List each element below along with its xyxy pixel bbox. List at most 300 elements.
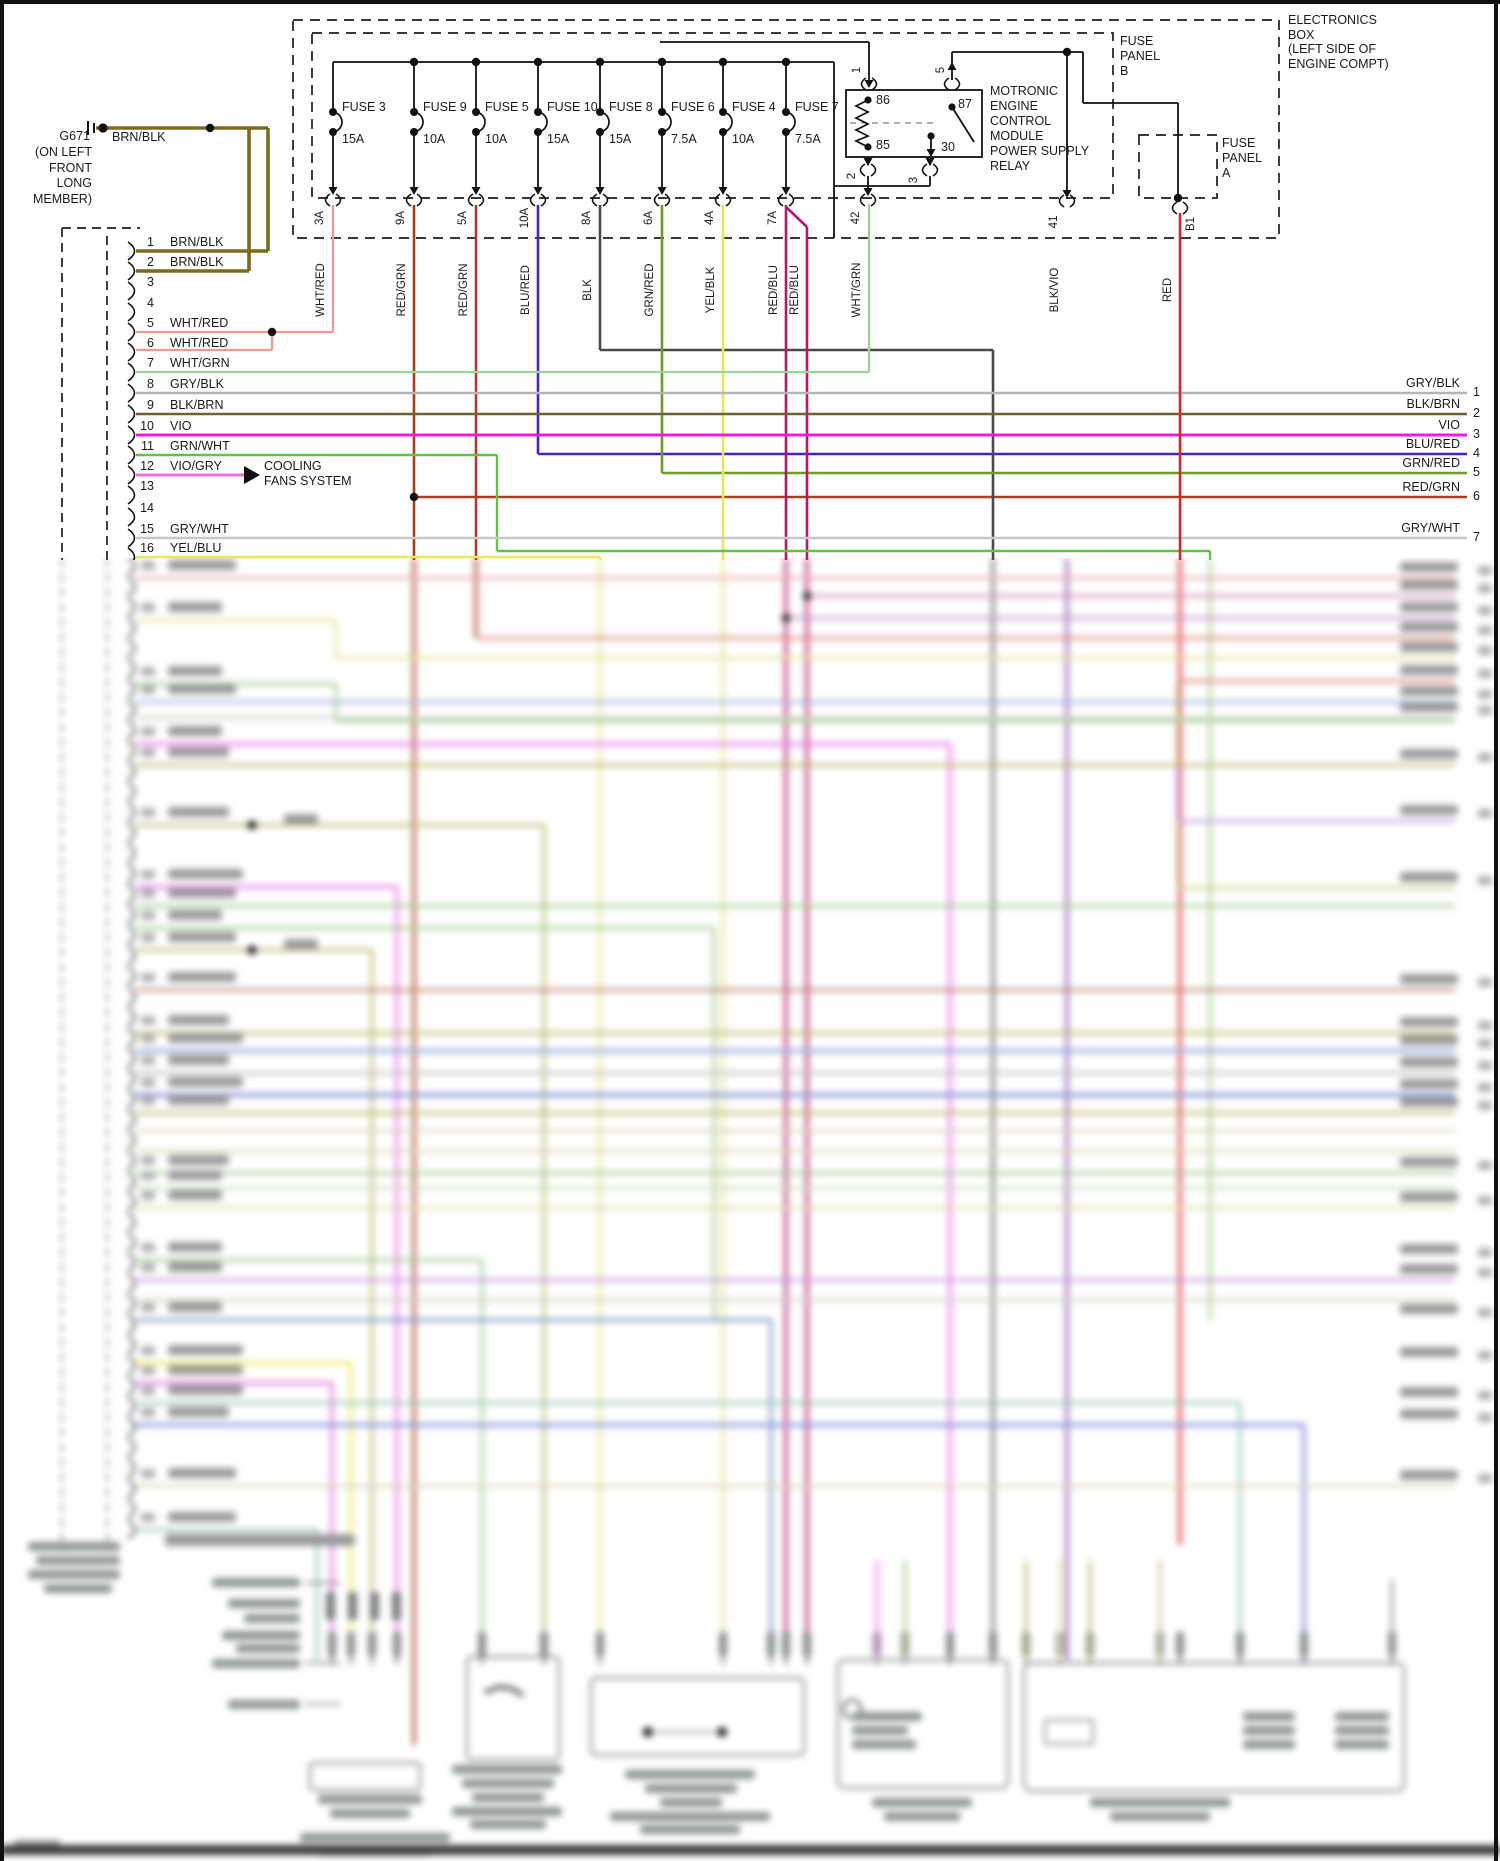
wire-path [128,1398,135,1416]
diagram-box [1478,1474,1492,1483]
diagram-box [141,1243,155,1252]
wire-path [128,1295,135,1313]
diagram-box [1243,1726,1295,1735]
wire-path [927,149,936,157]
junction-dot [719,58,727,66]
diagram-box [141,911,155,920]
junction-dot [596,58,604,66]
wire-path [128,1336,135,1354]
diagram-box [1478,1061,1492,1070]
electronics-box-label: BOX [1288,27,1315,42]
wire-path [128,1234,135,1252]
diagram-box [625,1770,755,1779]
wire-pin-label: 8A [581,210,593,226]
relay-pin5-label: 5 [935,66,947,74]
connector-pin-wire-label: BLK/BRN [170,398,224,412]
diagram-box [236,1644,300,1653]
wire-path [128,701,135,719]
connector-pin-number: 4 [147,296,154,310]
wire-path [128,1316,135,1334]
wire-path [1063,190,1072,198]
wire-path [128,619,135,637]
wire-path [871,194,876,206]
fuse-name-label: FUSE 3 [342,100,386,114]
diagram-box [1400,1079,1458,1089]
cooling-fans-label: COOLING [264,459,322,473]
diagram-box [452,1807,562,1816]
junction-dot [248,946,257,955]
diagram-box [1400,1387,1458,1397]
fuse-rating-label: 15A [609,132,632,146]
diagram-box [1400,1264,1458,1274]
wire-path [128,1172,135,1190]
diagram-box [1300,1632,1308,1656]
diagram-box [228,1599,300,1608]
diagram-box [472,1793,544,1802]
diagram-box [141,870,155,879]
connector-pin-number: 8 [147,377,154,391]
diagram-box [660,1798,722,1807]
wire-color-label: BLK [582,279,594,301]
right-edge-pin-number: 3 [1473,427,1480,441]
diagram-box [838,1660,1008,1788]
fuse-name-label: FUSE 5 [485,100,529,114]
wire-color-label: WHT/RED [315,263,327,317]
wire-path [665,194,670,206]
right-edge-pin-number: 1 [1473,385,1480,399]
wire-path [128,844,135,862]
diagram-box [1400,805,1458,815]
fuse-rating-label: 7.5A [671,132,697,146]
fuse-panel-a-label: FUSE [1222,136,1256,150]
connector-pin-number: 15 [140,522,154,536]
diagram-box [168,807,229,817]
diagram-box [1478,1161,1492,1170]
connector-pin-wire-label: GRN/WHT [170,439,230,453]
diagram-box [1090,1798,1230,1807]
wire-color-label: RED/GRN [396,263,408,317]
relay-name-label: CONTROL [990,114,1052,128]
diagram-box [168,1033,243,1043]
diagram-box [1478,1101,1492,1110]
wire-path [128,967,135,985]
connector-pin-number: 9 [147,398,154,412]
diagram-box [141,1034,155,1043]
wire-path [541,194,546,206]
diagram-box [141,973,155,982]
right-edge-pin-number: 5 [1473,465,1480,479]
diagram-box [1400,580,1458,590]
diagram-box [1335,1712,1389,1721]
diagram-box [141,1303,155,1312]
connector-pin-wire-label: GRY/WHT [170,522,229,536]
diagram-box [141,1016,155,1025]
wire-path [861,164,866,176]
connector-pin-number: 10 [140,419,154,433]
diagram-box [852,1712,922,1721]
right-edge-wire-label: VIO [1438,418,1460,432]
wire-pin-label: 3A [314,210,326,226]
diagram-box [141,808,155,817]
wire-path [128,885,135,903]
right-edge-wire-label: GRN/RED [1402,456,1460,470]
wire-color-label: RED [1162,277,1174,303]
junction-dot [864,143,871,150]
right-edge-pin-number: 6 [1473,489,1480,503]
diagram-box [168,1365,243,1375]
diagram-box [168,1077,243,1087]
diagram-box [946,1632,954,1656]
wire-path [128,558,135,575]
diagram-box [368,1632,376,1656]
wire-path [128,1008,135,1026]
wire-path [417,194,422,206]
diagram-box [393,1632,401,1656]
fuse-panel-a-label: A [1222,166,1231,180]
wire-path [128,988,135,1006]
diagram-box [168,1190,222,1200]
wire-path [128,1131,135,1149]
wire-path [128,1500,135,1518]
junction-dot [1174,194,1182,202]
junction-dot [782,614,790,622]
wire-color-label: RED/BLU [768,265,780,315]
diagram-box [1400,1409,1458,1419]
diagram-box [1478,753,1492,762]
wire-path [128,947,135,965]
fuse-rating-label: 15A [342,132,365,146]
right-edge-wire-label: GRY/WHT [1401,521,1460,535]
wire-path [128,578,135,596]
junction-dot [268,328,276,336]
diagram-box [1400,872,1458,882]
diagram-box [141,1346,155,1355]
diagram-box [1176,1632,1184,1656]
diagram-box [310,1763,420,1790]
wire-path [128,721,135,739]
diagram-box [1243,1740,1295,1749]
diagram-box [44,1584,112,1593]
wire-path [1070,195,1075,207]
connector-pin-number: 7 [147,356,154,370]
diagram-box [1400,1097,1458,1107]
fuse-rating-label: 10A [423,132,446,146]
blurred-lower-region [0,558,1500,1861]
wire-path [128,1193,135,1211]
junction-dot [803,592,811,600]
wire-path [1173,202,1178,214]
diagram-box [1400,562,1458,572]
page-border-left [0,0,4,1861]
diagram-box [1400,642,1458,652]
right-edge-wire-label: BLK/BRN [1406,397,1460,411]
wire-path [789,194,794,206]
wire-path [128,1439,135,1457]
connector-pin-wire-label: WHT/RED [170,316,229,330]
diagram-box [767,1632,775,1656]
wire-path [128,1418,135,1436]
diagram-box [141,748,155,757]
fuse-rating-label: 15A [547,132,570,146]
diagram-box [1478,1196,1492,1205]
wire-path [128,783,135,801]
right-edge-pin-number: 7 [1473,530,1480,544]
diagram-box [326,1592,335,1620]
wire-path [128,1275,135,1293]
diagram-box [1400,1017,1458,1027]
diagram-box [1045,1720,1093,1744]
connector-pin-wire-label: GRY/BLK [170,377,224,391]
wire-color-label: WHT/GRN [851,262,863,318]
diagram-box [168,1242,222,1252]
connector-pin-number: 5 [147,316,154,330]
wire-pin-label: 9A [395,210,407,226]
diagram-box [1400,1035,1458,1045]
diagram-box [1400,1347,1458,1357]
diagram-box [168,910,222,920]
wire-path [1060,195,1065,207]
wire-segment [786,207,807,227]
connector-pin-wire-label: BRN/BLK [170,235,224,249]
wire-path [128,1152,135,1170]
diagram-box [782,1632,790,1656]
diagram-box [1400,602,1458,612]
diagram-box [1400,1304,1458,1314]
diagram-box [1400,665,1458,675]
connector-pin-number: 1 [147,235,154,249]
wire-path [128,1459,135,1477]
junction-dot [658,58,666,66]
diagram-box [1400,1244,1458,1254]
connector-pin-wire-label: VIO [170,419,192,433]
diagram-box [478,1632,486,1656]
ground-id-label: G671 [59,129,90,143]
ground-location-label: (ON LEFT [35,145,92,159]
ground-location-label: LONG [56,176,92,190]
wire-path [479,194,484,206]
diagram-box [1478,1413,1492,1422]
wire-path [872,78,877,90]
diagram-box [1400,1192,1458,1202]
diagram-box [168,726,222,736]
relay-terminal-85: 85 [876,138,890,152]
diagram-box [347,1632,355,1656]
diagram-box [1478,566,1492,575]
diagram-box [328,1632,336,1656]
wire-pin-label: 5A [457,210,469,226]
diagram-box [1335,1740,1389,1749]
diagram-box [168,1155,229,1165]
relay-pin3-label: 3 [908,176,920,184]
wire-path [865,80,874,88]
diagram-box [168,1170,222,1180]
diagram-box [1110,1812,1210,1821]
wire-path [128,1254,135,1272]
diagram-box [165,1534,355,1546]
junction-dot [864,96,871,103]
wire-path [128,762,135,780]
diagram-box [141,603,155,612]
connector-pin-number: 3 [147,275,154,289]
diagram-box [645,1784,737,1793]
relay-terminal-87: 87 [958,97,972,111]
diagram-box [884,1812,960,1821]
connector-pin-number: 14 [140,501,154,515]
wire-color-label: GRN/RED [644,263,656,317]
junction-dot [410,58,418,66]
wire-path [128,1029,135,1047]
diagram-box [1400,622,1458,632]
wire-path [244,466,260,484]
diagram-box [300,1833,450,1842]
diagram-box [348,1592,357,1620]
diagram-box [852,1726,908,1735]
diagram-box [284,939,318,949]
diagram-box [141,685,155,694]
wire-path [128,1213,135,1231]
diagram-box [596,1632,604,1656]
wire-path [128,824,135,842]
diagram-box [1400,702,1458,712]
diagram-box [872,1798,972,1807]
diagram-box [1335,1726,1389,1735]
diagram-box [1478,706,1492,715]
wire-path [128,1111,135,1129]
right-edge-wire-label: RED/GRN [1402,480,1460,494]
wire-pin-label: 41 [1048,215,1060,229]
fuse-panel-b-label: PANEL [1120,49,1161,63]
diagram-box [168,560,236,570]
junction-dot [1063,48,1071,56]
fuse-name-label: FUSE 10 [547,100,598,114]
diagram-box [1478,1391,1492,1400]
right-edge-pin-number: 2 [1473,406,1480,420]
diagram-box [852,1740,916,1749]
wire-pin-label: 6A [643,210,655,226]
diagram-box [318,1795,422,1804]
diagram-box [168,932,236,942]
diagram-box [1478,1308,1492,1317]
diagram-box [1478,1083,1492,1092]
diagram-box [610,1812,770,1821]
diagram-box [330,1809,410,1818]
diagram-box [1400,749,1458,759]
junction-dot [410,493,418,501]
diagram-box [168,1095,229,1105]
diagram-box [228,1700,300,1709]
wire-path [128,1357,135,1375]
wire-path [128,865,135,883]
diagram-box [141,1191,155,1200]
diagram-box [141,1386,155,1395]
diagram-box [1400,974,1458,984]
wiring-svg-sharp [0,0,1500,560]
connector-pin-wire-label: WHT/RED [170,336,229,350]
diagram-box [168,684,236,694]
diagram-box [212,1659,300,1668]
diagram-box [244,1614,300,1623]
diagram-box [141,1263,155,1272]
diagram-box [1478,584,1492,593]
diagram-box [370,1592,379,1620]
wire-path [603,194,608,206]
diagram-box [1478,978,1492,987]
wire-path [128,1070,135,1088]
diagram-box [989,1632,997,1656]
wire-path [128,1377,135,1395]
wire-pin-label: 42 [850,211,862,225]
diagram-box [28,1570,120,1579]
wire-path [128,803,135,821]
diagram-box [1478,690,1492,699]
diagram-box [141,1056,155,1065]
diagram-box [1478,876,1492,885]
page-border-right [1494,0,1498,1861]
ground-location-label: MEMBER) [32,191,92,206]
wire-path [128,1480,135,1498]
diagram-box [1478,1039,1492,1048]
diagram-box [141,1366,155,1375]
fuse-name-label: FUSE 7 [795,100,839,114]
diagram-box [1478,1351,1492,1360]
relay-name-label: POWER SUPPLY [990,144,1090,158]
wire-path [128,660,135,678]
wire-pin-label: 7A [767,210,779,226]
wire-path [128,926,135,944]
wiring-svg-blurred [0,558,1500,1861]
wire-color-label: BLU/RED [520,265,532,315]
diagram-box [168,666,222,676]
wire-path [128,1049,135,1067]
diagram-box [168,1512,236,1522]
wire-path [128,639,135,657]
diagram-box [1243,1712,1295,1721]
fuse-name-label: FUSE 8 [609,100,653,114]
relay-pin1-label: 1 [851,66,863,74]
wire-path [128,742,135,760]
electronics-box-label: ELECTRONICS [1288,13,1377,27]
diagram-box [141,727,155,736]
right-edge-wire-label: BLU/RED [1405,437,1460,451]
diagram-box [141,1096,155,1105]
diagram-box [1478,646,1492,655]
diagram-box [168,972,236,982]
relay-name-label: RELAY [990,159,1031,173]
diagram-box [452,1765,562,1774]
fuse-rating-label: 10A [732,132,755,146]
diagram-box [1400,686,1458,696]
cooling-fans-label: FANS SYSTEM [264,474,352,488]
fuse-rating-label: 10A [485,132,508,146]
ground-location-label: FRONT [48,160,92,175]
wire-path [128,598,135,616]
junction-dot [98,123,107,132]
wire-color-label: RED/GRN [458,263,470,317]
relay-terminal-86: 86 [876,93,890,107]
page-border-top [0,0,1500,4]
electronics-box-label: ENGINE COMPT) [1288,56,1389,71]
diagram-box [1478,1268,1492,1277]
diagram-box [168,747,229,757]
right-edge-wire-label: GRY/BLK [1406,376,1460,390]
diagram-box [168,602,222,612]
diagram-box [141,1156,155,1165]
diagram-box [1478,809,1492,818]
fuse-panel-a-label: PANEL [1222,151,1263,165]
relay-terminal-30: 30 [941,140,955,154]
diagram-box [168,1385,243,1395]
wire-path [933,164,938,176]
